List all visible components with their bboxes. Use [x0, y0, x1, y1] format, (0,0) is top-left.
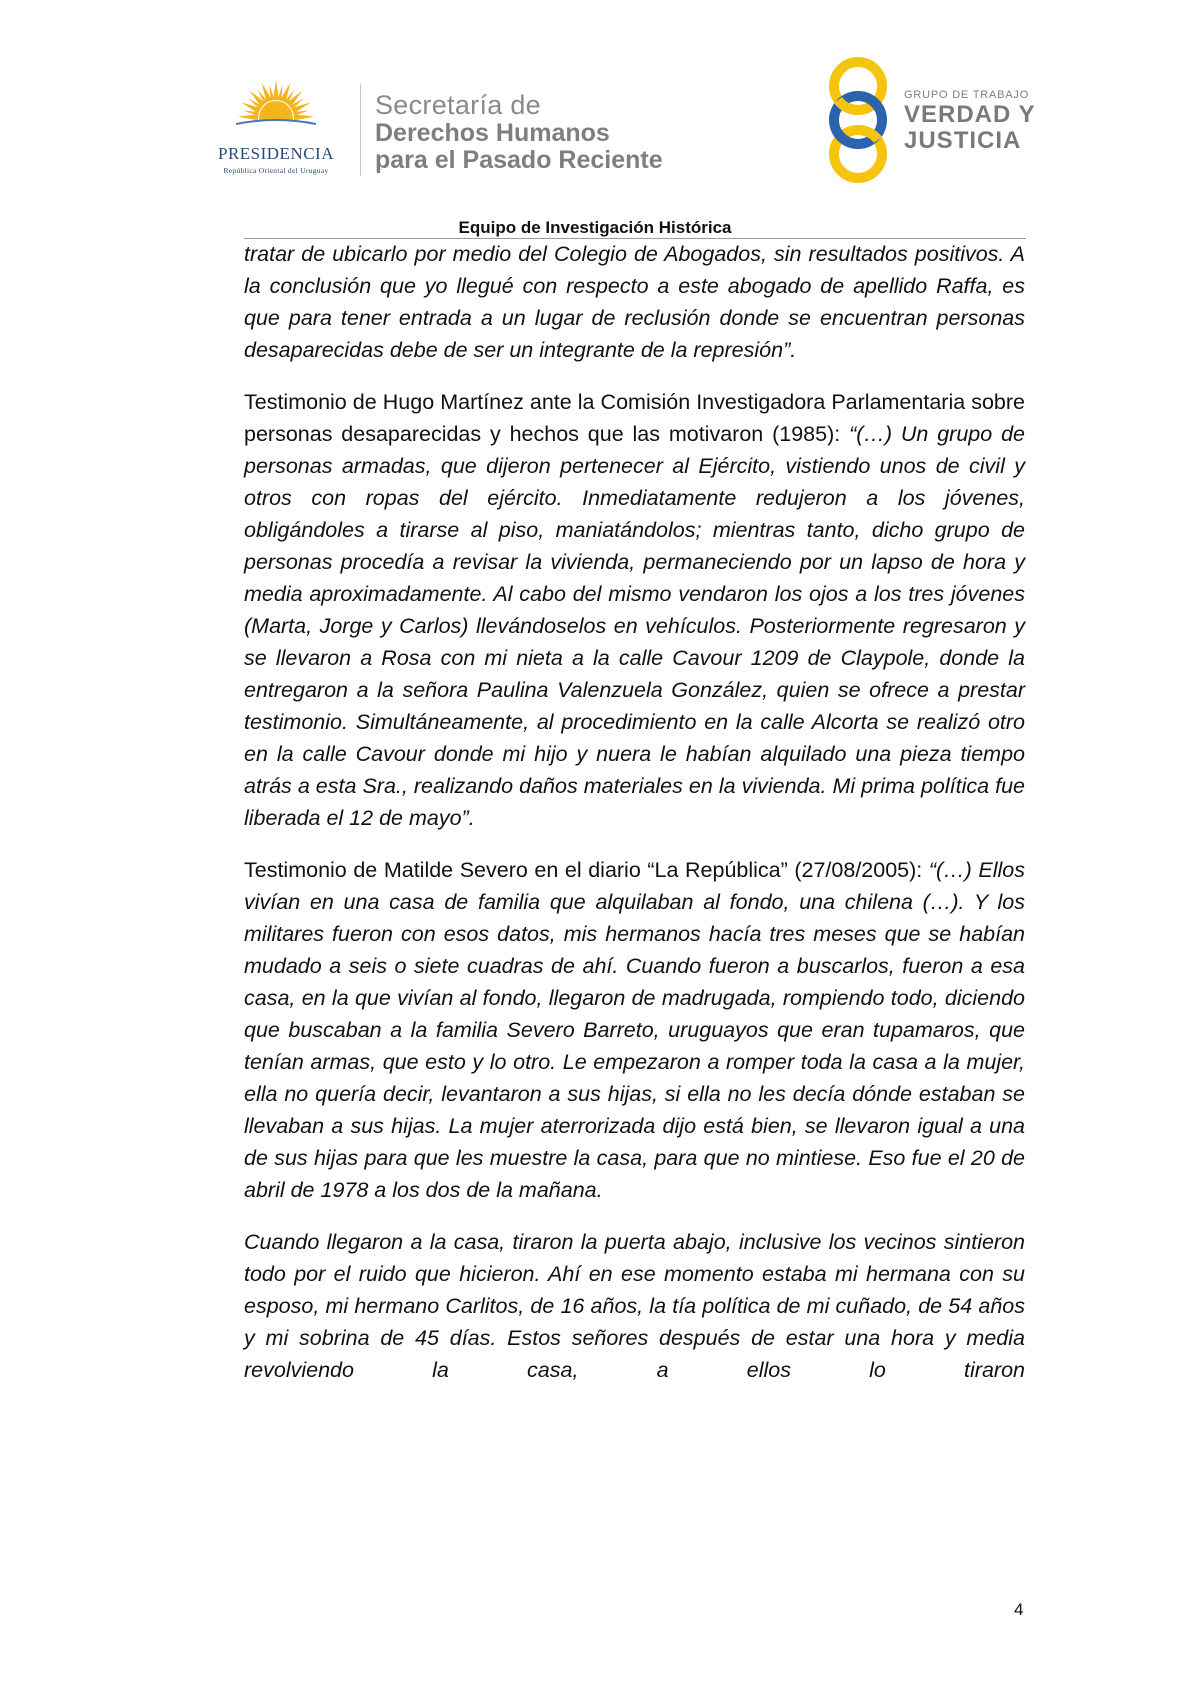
quote-text: “(…) Un grupo de personas armadas, que dijeron pertenecer al Ejército, vistiendo unos de civil y otros con ropas del ejército. Inmediatamente redujeron a los jóvenes, obligándoles a tirarse al piso, maniatándolos; mientras tanto, dicho grupo de personas procedía a revisar la vivienda, permaneciendo por un lapso de hora y media aproximadamente. Al cabo del mismo vendaron los ojos a los tres jóvenes (Marta, Jorge y Carlos) llevándoselos en vehículos. Posteriormente regresaron y se llevaron a Rosa con mi nieta a la calle Cavour 1209 de Claypole, donde la entregaron a la señora Paulina Valenzuela González, quien se ofrece a prestar testimonio. Simultáneamente, al procedimiento en la calle Alcorta se realizó otro en la calle Cavour donde mi hijo y nuera le habían alquilado una pieza tiempo atrás a esta Sra., realizando daños materiales en la vivienda. Mi prima política fue liberada el 12 de mayo”. [244, 422, 1025, 830]
logo-divider [360, 84, 361, 176]
quote-text: tratar de ubicarlo por medio del Colegio de Abogados, sin resultados positivos. A la conclusión que yo llegué con respecto a este abogado de apellido Raffa, es que para tener entrada a un lugar de reclusión donde se encuentran personas desaparecidas debe de ser un integrante de la represión”. [244, 242, 1025, 362]
interlocking-rings-icon [818, 56, 902, 184]
paragraph [244, 238, 1025, 366]
intro-text: Testimonio de Hugo Martínez ante la Comisión Investigadora Parlamentaria sobre personas desaparecidas y hechos que las motivaron (1985): [244, 390, 1025, 446]
page-number: 4 [1014, 1600, 1024, 1619]
team-title: Equipo de Investigación Histórica [458, 218, 732, 237]
paragraph [244, 854, 1025, 1206]
paragraph [244, 1226, 1025, 1386]
sun-emblem-icon [234, 78, 318, 142]
quote-text: Cuando llegaron a la casa, tiraron la puerta abajo, inclusive los vecinos sintieron todo por el ruido que hicieron. Ahí en ese momento estaba mi hermana con su esposo, mi hermano Carlitos, de 16 años, la tía política de mi cuñado, de 54 años y mi sobrina de 45 días. Estos señores después de estar una hora y media revolviendo la casa, a ellos lo tiraron [244, 1230, 1025, 1382]
intro-text: Testimonio de Matilde Severo en el diario “La República” (27/08/2005): [244, 858, 929, 882]
secretaria-line-3: para el Pasado Reciente [375, 146, 663, 174]
grupo-small-label: GRUPO DE TRABAJO [904, 89, 1030, 101]
presidencia-logo [196, 78, 356, 178]
secretaria-line-1: Secretaría de [375, 90, 541, 120]
grupo-justicia-label: JUSTICIA [904, 127, 1022, 154]
secretaria-logo [375, 90, 705, 174]
paragraph [244, 386, 1025, 834]
page-header [0, 0, 1190, 240]
presidencia-subtitle: República Oriental del Uruguay [223, 166, 329, 175]
grupo-verdad-label: VERDAD Y [904, 101, 1036, 128]
quote-text: “(…) Ellos vivían en una casa de familia que alquilaban al fondo, una chilena (…). Y los militares fueron con esos datos, mis hermanos hacía tres meses que se habían mudado a seis o siete cuadras de ahí. Cuando fueron a buscarlos, fueron a esa casa, en la que vivían al fondo, llegaron de madrugada, rompiendo todo, diciendo que buscaban a la familia Severo Barreto, uruguayos que eran tupamaros, que tenían armas, que esto y lo otro. Le empezaron a romper toda la casa a la mujer, ella no quería decir, levantaron a sus hijas, si ella no les decía dónde estaban se llevaban a sus hijas. La mujer aterrorizada dijo está bien, se llevaron igual a una de sus hijas para que les muestre la casa, para que no mintiese. Eso fue el 20 de abril de 1978 a los dos de la mañana. [244, 858, 1025, 1202]
verdad-justicia-logo [818, 56, 1048, 186]
document-body [244, 238, 1025, 1406]
secretaria-line-2: Derechos Humanos [375, 119, 610, 147]
presidencia-name: PRESIDENCIA [217, 144, 334, 163]
